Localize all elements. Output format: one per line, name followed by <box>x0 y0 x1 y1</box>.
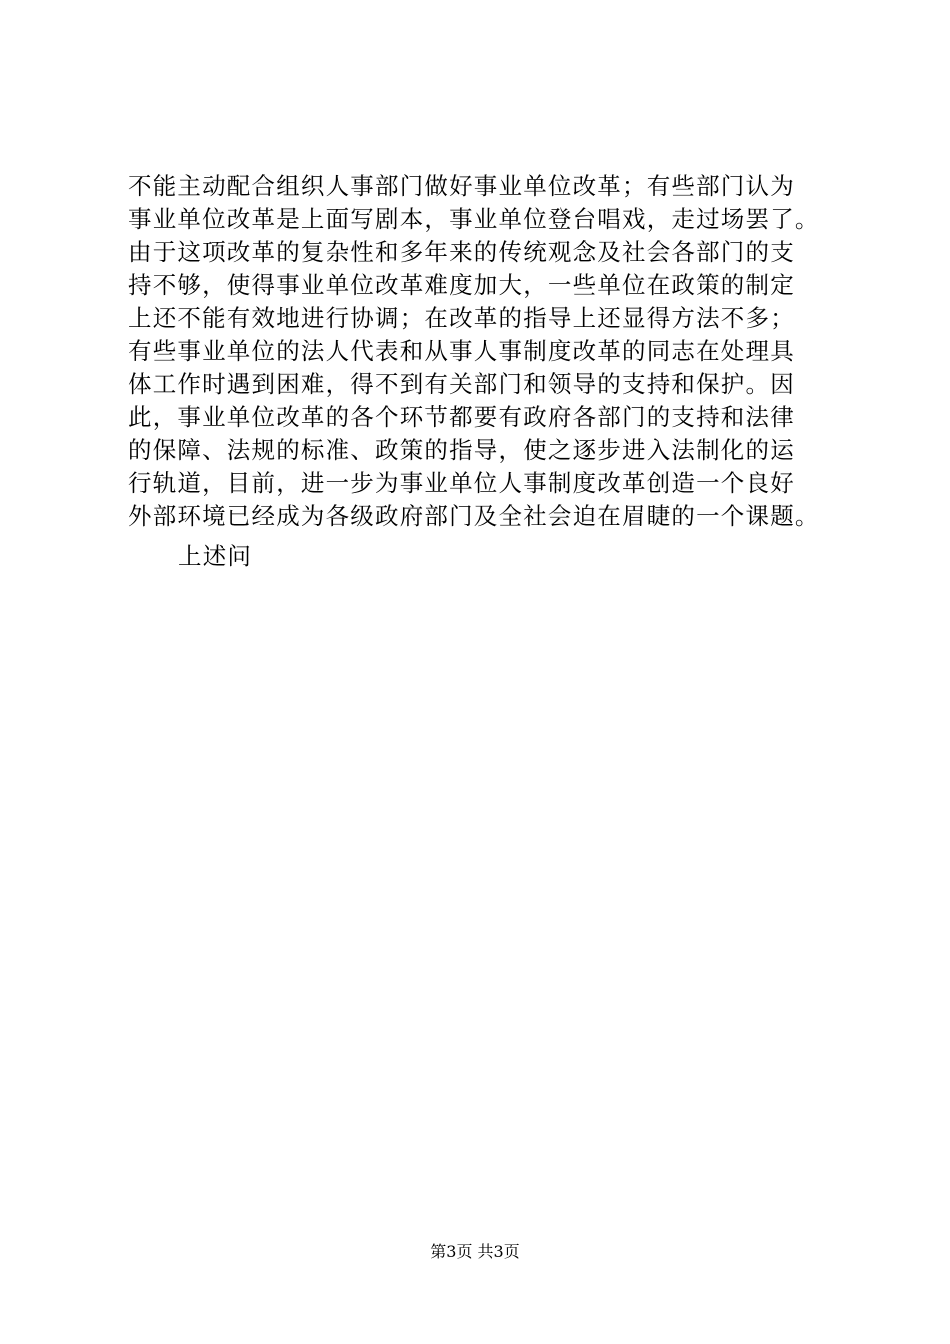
text-line: 的保障、法规的标准、政策的指导，使之逐步进入法制化的运 <box>128 436 795 464</box>
text-line: 体工作时遇到困难，得不到有关部门和领导的支持和保护。因 <box>128 370 795 398</box>
body-paragraph <box>128 170 828 533</box>
text-line: 持不够，使得事业单位改革难度加大，一些单位在政策的制定 <box>128 271 795 299</box>
text-line: 不能主动配合组织人事部门做好事业单位改革；有些部门认为 <box>128 172 795 200</box>
page-footer: 第3页 共3页 <box>430 1242 520 1261</box>
second-paragraph: 上述问 <box>178 542 253 570</box>
text-line: 行轨道，目前，进一步为事业单位人事制度改革创造一个良好 <box>128 469 795 497</box>
text-line: 事业单位改革是上面写剧本，事业单位登台唱戏，走过场罢了。 <box>128 205 820 233</box>
text-line: 上还不能有效地进行协调；在改革的指导上还显得方法不多； <box>128 304 795 332</box>
text-line: 有些事业单位的法人代表和从事人事制度改革的同志在处理具 <box>128 337 795 365</box>
text-line: 外部环境已经成为各级政府部门及全社会迫在眉睫的一个课题。 <box>128 502 820 530</box>
text-line: 此，事业单位改革的各个环节都要有政府各部门的支持和法律 <box>128 403 795 431</box>
text-line: 由于这项改革的复杂性和多年来的传统观念及社会各部门的支 <box>128 238 795 266</box>
